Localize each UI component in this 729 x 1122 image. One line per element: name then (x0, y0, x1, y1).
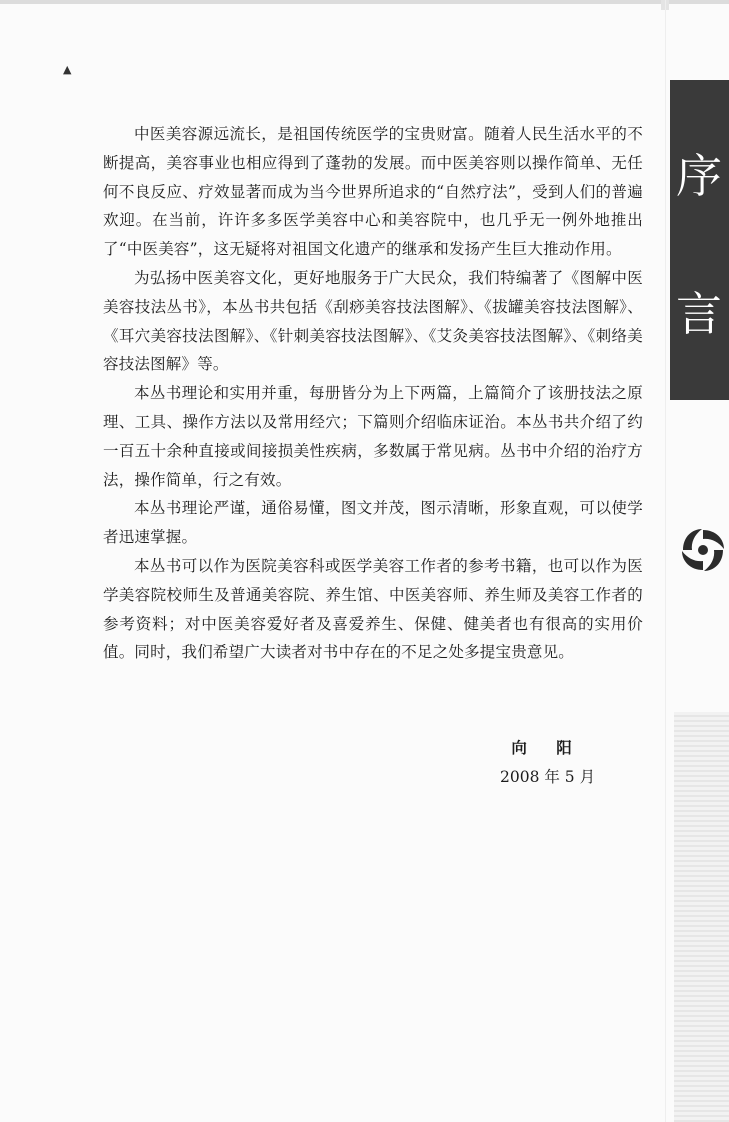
edge-gray-strip (674, 712, 729, 1122)
side-tab-band (670, 80, 729, 400)
signature-block (500, 734, 595, 792)
paragraph-5: 本丛书可以作为医院美容科或医学美容工作者的参考书籍，也可以作为医学美容院校师生及普通美容院、养生馆、中医美容师、养生师及美容工作者的参考资料；对中医美容爱好者及喜爱养生、保健、健美者也有很高的实用价值。同时，我们希望广大读者对书中存在的不足之处多提宝贵意见。 (103, 556, 643, 662)
preface-body (103, 120, 643, 667)
side-tab-char-1: 序 (676, 149, 722, 203)
paragraph-4: 本丛书理论严谨，通俗易懂，图文并茂，图示清晰，形象直观，可以使学者迅速掌握。 (103, 499, 643, 547)
side-tab-char-2: 言 (676, 287, 722, 341)
corner-mark-icon: ▲ (63, 63, 72, 76)
swirl-logo-icon (678, 525, 728, 575)
paragraph-1: 中医美容源远流长，是祖国传统医学的宝贵财富。随着人民生活水平的不断提高，美容事业也相应得到了蓬勃的发展。而中医美容则以操作简单、无任何不良反应、疗效显著而成为当今世界所追求的“自然疗法”，受到人们的普遍欢迎。在当前，许许多多医学美容中心和美容院中，也几乎无一例外地推出了“中医美容”，这无疑将对祖国文化遗产的继承和发扬产生巨大推动作用。 (103, 125, 643, 259)
author-name: 向 阳 (511, 738, 584, 757)
margin-line (665, 0, 666, 1122)
top-border-line (0, 0, 729, 4)
paragraph-3: 本丛书理论和实用并重，每册皆分为上下两篇，上篇简介了该册技法之原理、工具、操作方法以及常用经穴；下篇则介绍临床证治。本丛书共介绍了约一百五十余种直接或间接损美性疾病，多数属于常见病。丛书中介绍的治疗方法，操作简单，行之有效。 (103, 384, 643, 489)
signature-date: 2008 年 5 月 (500, 767, 596, 786)
paragraph-2: 为弘扬中医美容文化，更好地服务于广大民众，我们特编著了《图解中医美容技法丛书》，本丛书共包括《刮痧美容技法图解》、《拔罐美容技法图解》、《耳穴美容技法图解》、《针刺美容技法图解》、《艾灸美容技法图解》、《刺络美容技法图解》等。 (103, 268, 643, 374)
